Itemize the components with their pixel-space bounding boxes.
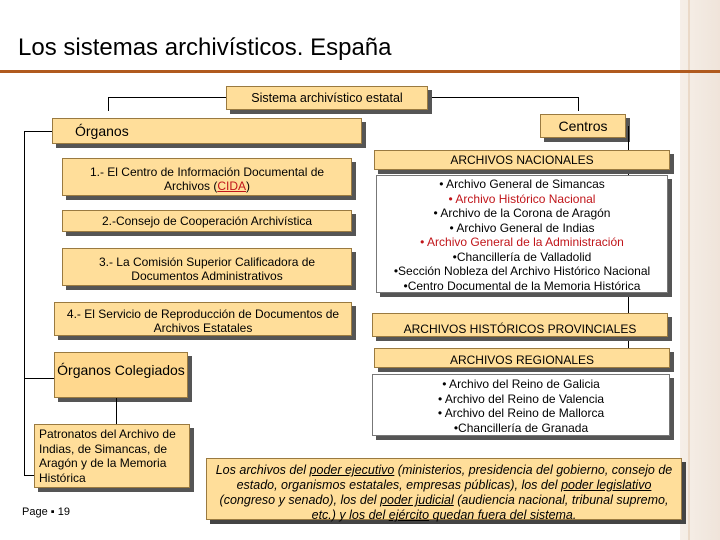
nacionales-heading-text: ARCHIVOS NACIONALES	[450, 153, 594, 167]
note-underlined: poder judicial	[380, 493, 454, 507]
page-number: Page ▪ 19	[22, 506, 70, 518]
right-branch-drop	[578, 97, 579, 111]
title-rule	[0, 70, 720, 73]
regionales-item: • Archivo del Reino de Mallorca	[437, 406, 605, 420]
note-underlined: poder ejecutivo	[309, 463, 395, 477]
organo-item-3	[62, 248, 352, 286]
left-branch-drop	[108, 97, 109, 111]
colegiados-to-patronatos	[116, 398, 117, 424]
nacionales-list	[376, 175, 668, 293]
organos-label: Órganos	[75, 123, 129, 139]
regionales-item: • Archivo del Reino de Galicia	[442, 377, 600, 391]
organo-item-1-post: )	[246, 179, 250, 193]
nacionales-item: • Archivo General de Indias	[449, 220, 595, 235]
note-underlined: poder legislativo	[561, 478, 652, 492]
root-node	[226, 86, 428, 110]
nacionales-heading	[374, 150, 670, 170]
nacionales-item: • Archivo General de Simancas	[439, 177, 605, 191]
regionales-item: •Chancillería de Granada	[453, 420, 589, 435]
left-spine-top	[24, 131, 52, 132]
root-right-connector	[432, 97, 578, 98]
regionales-list	[372, 374, 670, 436]
spine-link-colegiados	[24, 378, 54, 379]
regionales-item: • Archivo del Reino de Valencia	[437, 391, 605, 406]
note-text: (congreso y senado), los del	[219, 493, 381, 507]
organos-node	[52, 118, 362, 144]
slide-title: Los sistemas archivísticos. España	[18, 34, 392, 61]
nacionales-item: •Sección Nobleza del Archivo Histórico Nacional	[393, 264, 651, 278]
organo-item-1-pre: 1.- El Centro de Información Documental de Archivos (	[89, 165, 325, 193]
organo-item-4-text: 4.- El Servicio de Reproducción de Documentos de Archivos Estatales	[66, 307, 340, 335]
note-text: (ministerios, presidencia del gobierno, consejo de estado, organismos estatales, empresas públicas), los del	[236, 463, 673, 492]
nacionales-item: • Archivo General de la Administración	[420, 235, 624, 249]
page-label: Page	[22, 506, 48, 518]
organo-item-2	[62, 210, 352, 232]
root-left-connector	[108, 97, 226, 98]
note-text: (audiencia nacional, tribunal supremo, etc.) y los del	[311, 493, 669, 522]
decorative-side-band	[680, 0, 720, 540]
cida-highlight: CIDA	[217, 179, 246, 193]
note-text: quedan fuera del sistema.	[429, 508, 577, 522]
regionales-heading-text: ARCHIVOS REGIONALES	[449, 353, 595, 367]
organo-item-4	[54, 302, 352, 336]
nacionales-item: •Centro Documental de la Memoria Histórica	[403, 278, 641, 293]
colegiados-label: Órganos Colegiados	[57, 362, 185, 378]
centros-label: Centros	[558, 118, 608, 134]
patronatos-text: Patronatos del Archivo de Indias, de Simancas, de Aragón y de la Memoria Histórica	[39, 427, 176, 485]
note-underlined: ejército	[388, 508, 430, 522]
nacionales-item: •Chancillería de Valladolid	[452, 249, 592, 264]
provinciales-text: ARCHIVOS HISTÓRICOS PROVINCIALES	[403, 322, 637, 336]
root-label: Sistema archivístico estatal	[251, 91, 403, 105]
nacionales-item: • Archivo de la Corona de Aragón	[433, 206, 611, 220]
regionales-heading	[374, 348, 670, 368]
page-value: 19	[57, 506, 70, 518]
note-text: Los archivos del	[215, 463, 310, 477]
provinciales-node	[372, 313, 668, 337]
patronatos-node	[34, 424, 190, 488]
nacionales-item: • Archivo Histórico Nacional	[448, 191, 596, 206]
organo-item-2-text: 2.-Consejo de Cooperación Archivística	[101, 214, 313, 228]
left-spine	[24, 131, 25, 476]
colegiados-node	[54, 352, 188, 398]
organo-item-3-text: 3.- La Comisión Superior Calificadora de Documentos Administrativos	[98, 255, 316, 283]
exclusion-note	[206, 458, 682, 520]
organo-item-1	[62, 158, 352, 196]
centros-node	[540, 114, 626, 138]
